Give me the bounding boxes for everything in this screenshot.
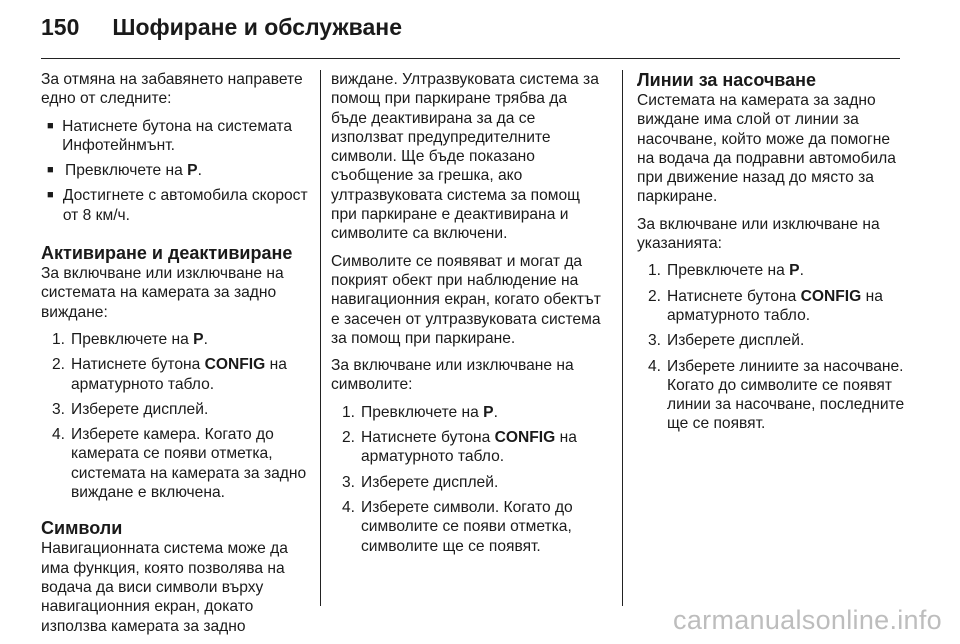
bullet-text: Превключете на bbox=[65, 162, 188, 180]
step-text bbox=[361, 498, 607, 556]
step-item bbox=[331, 498, 607, 556]
column-divider bbox=[622, 70, 623, 606]
paragraph: За включване или изключване на указанията: bbox=[637, 215, 880, 253]
step-number: 4. bbox=[647, 357, 661, 375]
steps-list bbox=[41, 330, 311, 502]
page-header bbox=[41, 14, 402, 50]
column-1 bbox=[41, 70, 311, 644]
step-pre: Изберете линиите за насочване. Когато до символите се появят линии за насочване, последните ще се появят. bbox=[667, 357, 905, 433]
step-number: 4. bbox=[341, 498, 355, 516]
step-number: 1. bbox=[647, 262, 661, 280]
step-post: на арматурното табло. bbox=[361, 429, 577, 466]
step-text bbox=[667, 287, 907, 326]
step-item bbox=[637, 357, 907, 434]
square-bullet-icon: ■ bbox=[47, 164, 54, 177]
step-pre: Натиснете бутона bbox=[71, 356, 205, 374]
step-item bbox=[637, 287, 907, 326]
bullet-text: Достигнете с автомобила скорост от 8 км/ч. bbox=[62, 187, 308, 224]
bullet-item bbox=[41, 117, 311, 156]
step-number: 2. bbox=[341, 429, 355, 447]
step-number: 2. bbox=[51, 356, 65, 374]
bullet-text: Натиснете бутона на системата Инфотейнмънт. bbox=[62, 117, 293, 154]
step-post: на арматурното табло. bbox=[71, 356, 287, 393]
step-pre: Превключете на bbox=[667, 262, 790, 280]
step-number: 2. bbox=[647, 287, 661, 305]
step-text bbox=[361, 403, 607, 422]
section-heading: Активиране и деактивиране bbox=[41, 243, 293, 264]
section-heading: Символи bbox=[41, 518, 123, 539]
step-post: . bbox=[493, 403, 498, 421]
step-pre: Натиснете бутона bbox=[361, 429, 495, 447]
bullet-item bbox=[41, 186, 311, 225]
step-pre: Изберете символи. Когато до символите се появи отметка, символите ще се появят. bbox=[361, 498, 573, 555]
step-item bbox=[637, 261, 907, 280]
step-pre: Изберете камера. Когато до камерата се появи отметка, системата на камерата за задно виждане е включена. bbox=[71, 426, 307, 502]
steps-list bbox=[637, 261, 907, 433]
step-post: . bbox=[203, 330, 208, 348]
step-bold: CONFIG bbox=[800, 287, 862, 305]
step-post: на арматурното табло. bbox=[667, 287, 883, 324]
intro-paragraph: За отмяна на забавянето направете едно от следните: bbox=[41, 71, 303, 108]
step-text bbox=[71, 425, 311, 502]
step-item bbox=[331, 473, 607, 492]
square-bullet-icon: ■ bbox=[47, 119, 54, 132]
section-paragraph: За включване или изключване на системата на камерата за задно виждане: bbox=[41, 265, 284, 321]
steps-list bbox=[331, 403, 607, 556]
step-text bbox=[667, 357, 907, 434]
step-text bbox=[361, 428, 607, 467]
step-item bbox=[41, 330, 311, 349]
bullet-bold: P bbox=[187, 162, 198, 180]
step-bold: CONFIG bbox=[204, 356, 266, 374]
step-text bbox=[667, 261, 907, 280]
step-number: 1. bbox=[51, 330, 65, 348]
step-bold: CONFIG bbox=[494, 429, 556, 447]
square-bullet-icon: ■ bbox=[47, 189, 54, 202]
step-pre: Превключете на bbox=[361, 403, 484, 421]
step-post: . bbox=[799, 262, 804, 280]
step-item bbox=[637, 331, 907, 350]
step-text bbox=[71, 330, 311, 349]
paragraph: Системата на камерата за задно виждане има слой от линии за насочване, който може да помогне на водача да подравни автомобила при движение назад до място за паркиране. bbox=[637, 92, 896, 206]
step-pre: Превключете на bbox=[71, 330, 194, 348]
step-pre: Изберете дисплей. bbox=[361, 473, 499, 491]
step-text bbox=[361, 473, 607, 492]
paragraph: За включване или изключване на символите: bbox=[331, 357, 574, 394]
step-pre: Изберете дисплей. bbox=[667, 332, 805, 350]
page-number: 150 bbox=[41, 14, 80, 40]
header-rule bbox=[41, 58, 900, 59]
step-bold: P bbox=[193, 330, 204, 348]
step-item bbox=[331, 403, 607, 422]
bullet-item bbox=[41, 161, 311, 180]
step-text bbox=[667, 331, 907, 350]
page-title: Шофиране и обслужване bbox=[112, 14, 402, 40]
section-heading: Линии за насочване bbox=[637, 70, 817, 90]
step-number: 4. bbox=[51, 426, 65, 444]
step-item bbox=[331, 428, 607, 467]
paragraph: виждане. Ултразвуковата система за помощ при паркиране трябва да бъде деактивирана за да се използват предупредителните символи. Ще бъде показано съобщение за грешка, ако ултразвуковата система за помощ при паркиране е деактивирана и символите са включени. bbox=[331, 71, 599, 243]
step-item bbox=[41, 425, 311, 502]
step-number: 1. bbox=[341, 403, 355, 421]
column-2 bbox=[331, 70, 607, 562]
step-bold: P bbox=[483, 403, 494, 421]
step-bold: P bbox=[789, 262, 800, 280]
step-pre: Натиснете бутона bbox=[667, 287, 801, 305]
step-item bbox=[41, 400, 311, 419]
step-text bbox=[71, 355, 311, 394]
column-3 bbox=[637, 70, 907, 440]
column-divider bbox=[320, 70, 321, 606]
step-number: 3. bbox=[647, 332, 661, 350]
step-item bbox=[41, 355, 311, 394]
step-pre: Изберете дисплей. bbox=[71, 400, 209, 418]
paragraph: Символите се появяват и могат да покрият обект при наблюдение на навигационния екран, когато обектът е засечен от ултразвуковата система за помощ при паркиране. bbox=[331, 252, 601, 347]
bullet-suffix: . bbox=[197, 162, 202, 180]
watermark: carmanualsonline.info bbox=[673, 605, 942, 635]
section-paragraph: Навигационната система може да има функция, която позволява на водача да виси символи върху навигационния екран, докато използва камерата за задно bbox=[41, 540, 288, 635]
step-number: 3. bbox=[341, 473, 355, 491]
step-number: 3. bbox=[51, 400, 65, 418]
step-text bbox=[71, 400, 311, 419]
